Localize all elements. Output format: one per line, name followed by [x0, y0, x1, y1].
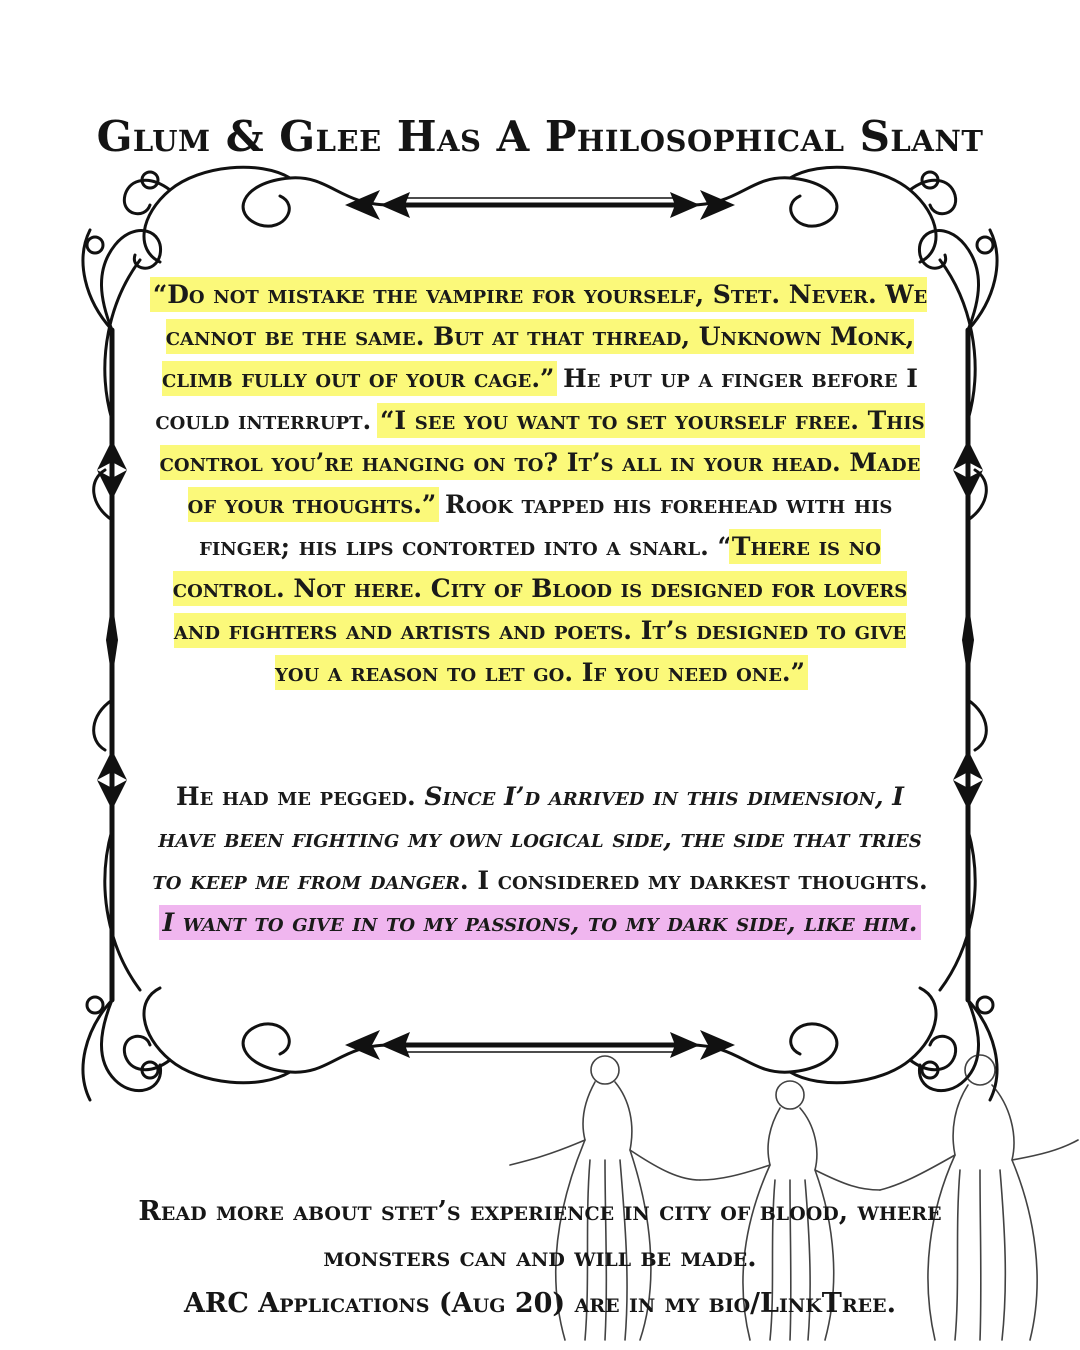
footer-line-3: ARC Applications (Aug 20) are in my bio/LinkTree.	[183, 1288, 897, 1319]
highlighted-quote: “I see you want to set yourself free. This control you’re hanging on to? It’s all in your head. Made of your thoughts.”	[159, 406, 925, 519]
italic-thought: Since I’d arrived in this dimension, I have been fighting my own logical side, the side that tries to keep me from danger	[152, 782, 922, 895]
footer-line-1: Read more about stet’s experience in city of blood, where	[138, 1196, 942, 1227]
narration-passage	[150, 776, 930, 944]
narration-text: He had me pegged.	[176, 782, 425, 811]
narration-text: . I considered my darkest thoughts.	[459, 866, 928, 895]
highlighted-thought: I want to give in to my passions, to my dark side, like him.	[162, 908, 918, 937]
footer-line-2: monsters can and will be made.	[323, 1242, 757, 1273]
narration-text: He put up a finger before I could interrupt.	[155, 364, 918, 435]
narration-text: Rook tapped his forehead with his finger; his lips contorted into a snarl. “	[199, 490, 893, 561]
page-title: Glum & Glee Has A Philosophical Slant	[96, 112, 984, 161]
highlighted-quote: There is no control. Not here. City of Blood is designed for lovers and fighters and artists and poets. It’s designed to give you a reason to let go. If you need one.”	[172, 532, 908, 687]
highlighted-quote: “Do not mistake the vampire for yourself, Stet. Never. We cannot be the same. But at that thread, Unknown Monk, climb fully out of your cage.”	[152, 280, 928, 393]
quote-passage	[150, 274, 930, 694]
